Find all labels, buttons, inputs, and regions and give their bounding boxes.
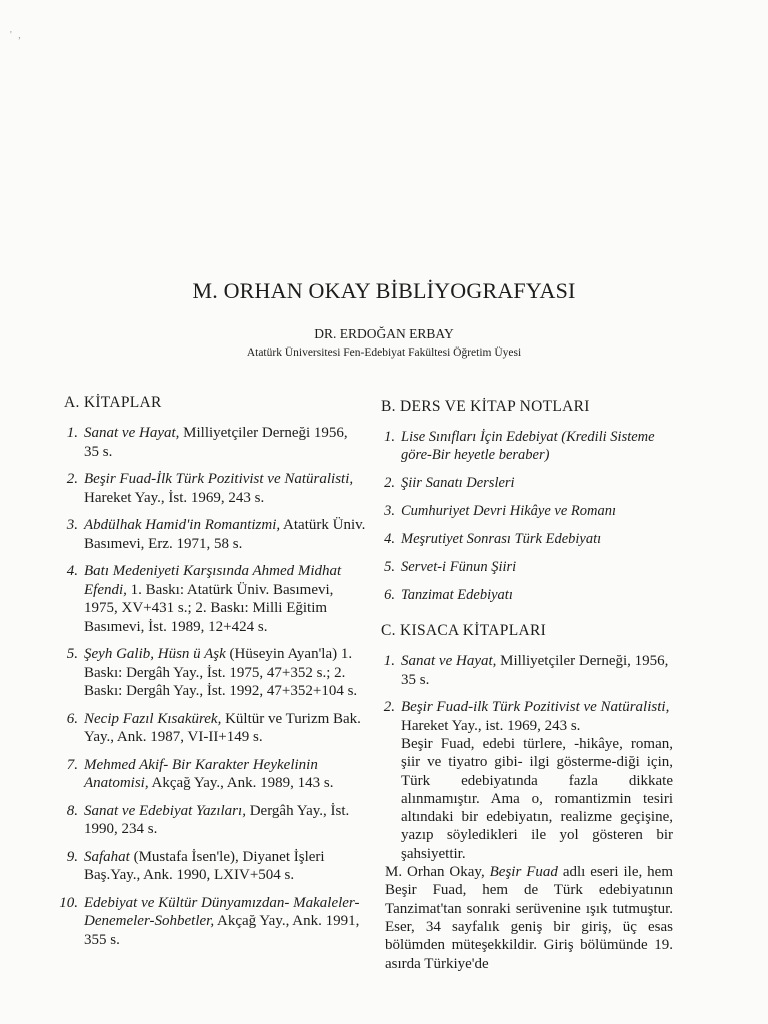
entry-title: Sanat ve Hayat, [401, 653, 497, 669]
entry-number: 6. [66, 710, 78, 727]
entry-number: 7. [66, 756, 78, 773]
entry-details: Atatürk Üniv. Basımevi, Erz. 1971, 58 s. [84, 517, 366, 552]
book-entry [56, 894, 366, 950]
entry-title: Abdülhak Hamid'in Romantizmi, [84, 517, 281, 533]
entry-title: Necip Fazıl Kısakürek, [84, 710, 222, 727]
summary-paragraph [373, 863, 673, 973]
note-entry [373, 502, 673, 520]
section-heading-kitaplar: A. KİTAPLAR [64, 394, 162, 411]
book-entry [56, 848, 366, 885]
entry-details: (Hüseyin Ayan'la) 1. Baskı: Dergâh Yay., İst. 1975, 47+352 s.; 2. Baskı: Dergâh Yay., İst. 1992, 47+352+104 s. [84, 646, 358, 699]
entry-number: 2. [384, 475, 395, 491]
entry-title: Servet-i Fünun Şiiri [401, 559, 517, 575]
entry-number: 8. [66, 802, 78, 819]
entry-title: Meşrutiyet Sonrası Türk Edebiyatı [401, 531, 602, 547]
entry-title: Şiir Sanatı Dersleri [401, 475, 515, 491]
note-entry [373, 530, 673, 548]
entry-details: Milliyetçiler Derneği 1956, 35 s. [84, 425, 348, 460]
entry-number: 4. [384, 531, 395, 547]
entry-number: 6. [384, 587, 395, 603]
entry-number: 5. [66, 646, 78, 662]
note-entry [373, 428, 673, 464]
entry-number: 3. [384, 503, 395, 519]
book-entry [56, 802, 366, 839]
entry-title: Şeyh Galib, Hüsn ü Aşk [84, 646, 226, 662]
entry-details: Dergâh Yay., İst. 1990, 234 s. [84, 802, 350, 837]
author-name: DR. ERDOĞAN ERBAY [314, 326, 454, 341]
left-column [56, 394, 366, 958]
paragraph-text: adlı eseri ile, hem Beşir Fuad, hem de Türk edebiyatının Tanzimat'tan sonraki serüvenine ışık tutmuştur. Eser, 34 sayfalık geniş bir giriş, üç esas bölümden müteşekkildir. Giriş bölümünde 19. asırda Türkiye'de [385, 864, 674, 972]
book-entry [56, 645, 366, 701]
scan-speck: ' , [10, 30, 23, 41]
book-entry [56, 710, 366, 747]
entry-number: 2. [383, 699, 395, 715]
book-entry [56, 516, 366, 553]
note-entry [373, 586, 673, 604]
entry-title: Beşir Fuad-İlk Türk Pozitivist ve Natüralisti, [84, 471, 354, 487]
paragraph-text: M. Orhan Okay, [385, 864, 490, 881]
book-entry [56, 756, 366, 793]
section-heading-ders-notlari: B. DERS VE KİTAP NOTLARI [381, 398, 590, 415]
note-entry [373, 474, 673, 492]
entry-title: Cumhuriyet Devri Hikâye ve Romanı [401, 503, 617, 519]
page-title: M. ORHAN OKAY BİBLİYOGRAFYASI [192, 278, 576, 303]
entry-number: 1. [383, 653, 395, 669]
entry-details: Akçağ Yay., Ank. 1991, 355 s. [84, 913, 360, 948]
right-column [373, 398, 673, 973]
entry-title: Sanat ve Hayat, [84, 425, 180, 441]
entry-number: 1. [384, 429, 395, 445]
entry-number: 5. [384, 559, 395, 575]
entry-title: Lise Sınıfları İçin Edebiyat (Kredili Sisteme göre-Bir heyetle beraber) [401, 429, 655, 463]
summary-paragraph: Beşir Fuad, edebi türlere, -hikâye, roman, şiir ve tiyatro gibi- ilgi gösterme-diği için, Türk edebiyatında fazla dikkate alınmamıştır. Ama o, romantizmin tesiri altındaki bir edebiyatın, realizme geçişine, yazıp söyledikleri ile yol gösteren bir şahsiyettir. [401, 736, 673, 862]
entry-number: 10. [59, 894, 78, 911]
book-entry [373, 698, 673, 735]
entry-title: Safahat [84, 848, 130, 865]
entry-title: Edebiyat ve Kültür Dünyamızdan- Makaleler-Denemeler-Sohbetler, [84, 894, 360, 929]
entry-details: 1. Baskı: Atatürk Üniv. Basımevi, 1975, XV+431 s.; 2. Baskı: Milli Eğitim Basımevi, İst. 1989, 12+424 s. [84, 581, 334, 635]
entry-details: Hareket Yay., İst. 1969, 243 s. [84, 489, 265, 506]
book-entry [56, 562, 366, 636]
book-entry [56, 424, 366, 461]
entry-number: 9. [66, 848, 78, 865]
entry-details: (Mustafa İsen'le), Diyanet İşleri Baş.Yay., Ank. 1990, LXIV+504 s. [84, 848, 325, 883]
entry-details: Milliyetçiler Derneği, 1956, 35 s. [401, 653, 669, 688]
entry-details: Kültür ve Turizm Bak. Yay., Ank. 1987, VI-II+149 s. [84, 710, 361, 745]
section-heading-kisaca: C. KISACA KİTAPLARI [381, 622, 547, 639]
entry-number: 2. [66, 471, 78, 487]
paragraph-book-title: Beşir Fuad [489, 864, 558, 881]
book-entry [373, 652, 673, 689]
entry-title: Tanzimat Edebiyatı [401, 587, 513, 603]
entry-title: Mehmed Akif- Bir Karakter Heykelinin Anatomisi, [84, 756, 318, 791]
entry-number: 1. [66, 425, 78, 441]
entry-number: 4. [66, 563, 78, 579]
entry-details: Akçağ Yay., Ank. 1989, 143 s. [148, 775, 334, 791]
author-affiliation: Atatürk Üniversitesi Fen-Edebiyat Fakültesi Öğretim Üyesi [246, 347, 522, 359]
entry-title: Beşir Fuad-ilk Türk Pozitivist ve Natüralisti, [401, 699, 670, 715]
entry-details: Hareket Yay., ist. 1969, 243 s. [401, 717, 581, 734]
entry-number: 3. [66, 517, 78, 533]
book-entry [56, 470, 366, 507]
entry-title: Batı Medeniyeti Karşısında Ahmed Midhat Efendi, [84, 563, 342, 598]
note-entry [373, 558, 673, 576]
entry-title: Sanat ve Edebiyat Yazıları, [84, 802, 246, 819]
